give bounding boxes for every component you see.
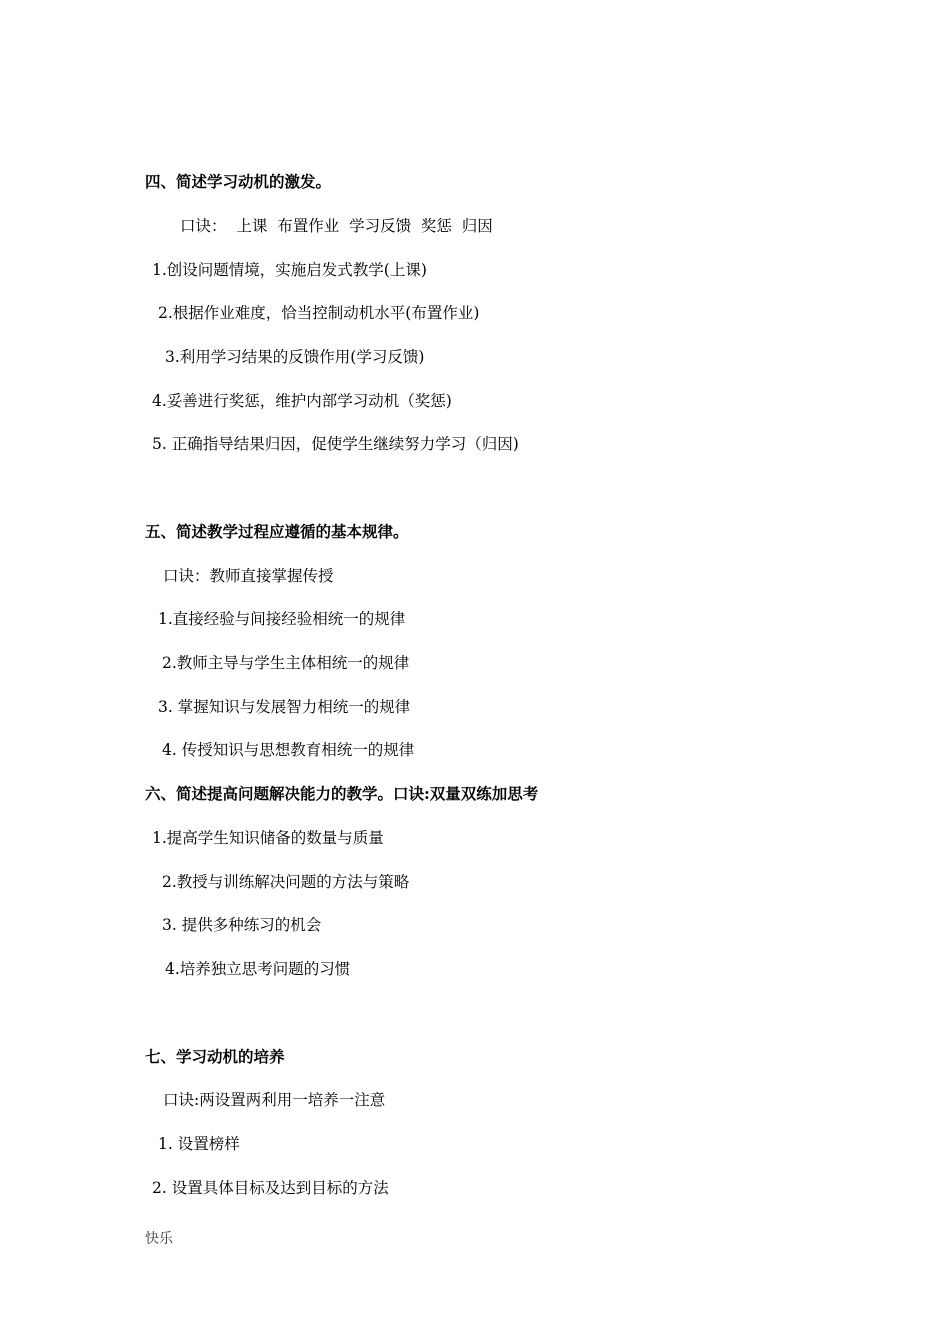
section-6-item-3: 3. 提供多种练习的机会 xyxy=(162,916,322,934)
section-4-item-3: 3.利用学习结果的反馈作用(学习反馈) xyxy=(165,348,425,366)
section-5-mnemonic: 口诀：教师直接掌握传授 xyxy=(163,567,334,585)
section-5-item-3: 3. 掌握知识与发展智力相统一的规律 xyxy=(158,698,411,716)
section-5-heading: 五、简述教学过程应遵循的基本规律。 xyxy=(145,522,409,541)
section-4-item-4: 4.妥善进行奖惩，维护内部学习动机（奖惩) xyxy=(152,392,452,410)
section-7-heading: 七、学习动机的培养 xyxy=(145,1047,285,1066)
section-4-item-2: 2.根据作业难度，恰当控制动机水平(布置作业) xyxy=(158,304,480,322)
section-5-item-2: 2.教师主导与学生主体相统一的规律 xyxy=(162,654,410,672)
section-6-heading: 六、简述提高问题解决能力的教学。口诀:双量双练加思考 xyxy=(145,784,539,803)
page-footer: 快乐 xyxy=(145,1231,173,1247)
section-6-item-1: 1.提高学生知识储备的数量与质量 xyxy=(152,829,384,847)
section-7-mnemonic: 口诀:两设置两利用一培养一注意 xyxy=(163,1091,386,1109)
section-4-heading: 四、简述学习动机的激发。 xyxy=(145,172,332,191)
section-5-item-1: 1.直接经验与间接经验相统一的规律 xyxy=(158,610,406,628)
section-6-item-2: 2.教授与训练解决问题的方法与策略 xyxy=(162,873,410,891)
section-4-mnemonic: 口诀： 上课 布置作业 学习反馈 奖惩 归因 xyxy=(180,217,493,235)
section-4-item-1: 1.创设问题情境，实施启发式教学(上课) xyxy=(152,261,427,279)
section-7-item-1: 1. 设置榜样 xyxy=(158,1135,240,1153)
section-6-item-4: 4.培养独立思考问题的习惯 xyxy=(165,960,351,978)
section-7-item-2: 2. 设置具体目标及达到目标的方法 xyxy=(152,1179,389,1197)
section-5-item-4: 4. 传授知识与思想教育相统一的规律 xyxy=(162,741,415,759)
section-4-item-5: 5. 正确指导结果归因，促使学生继续努力学习（归因) xyxy=(152,435,519,453)
